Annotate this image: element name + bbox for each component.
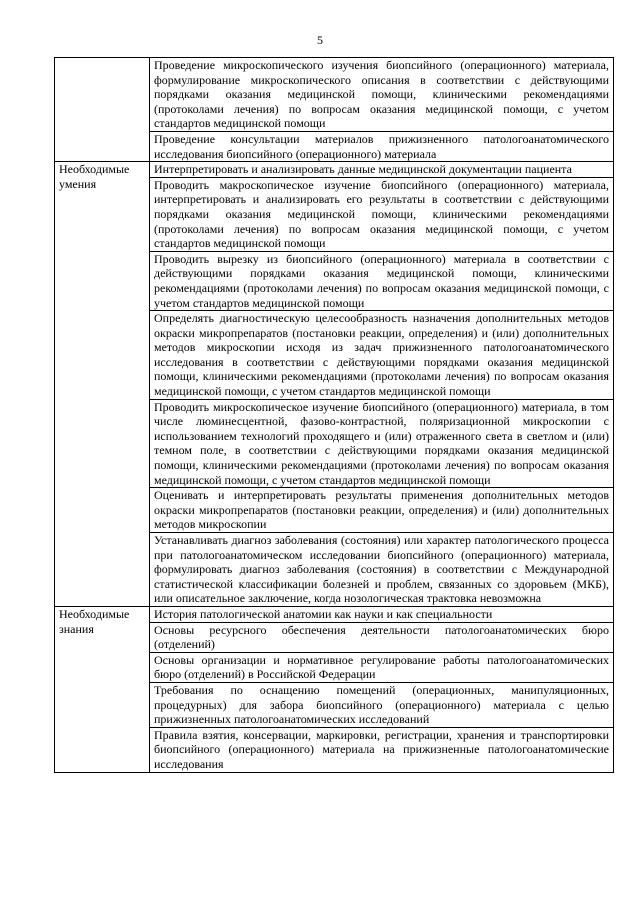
requirement-item: Проводить макроскопическое изучение биопсийного (операционного) материала, интерпретировать и анализировать его результаты в соответствии с действующими порядками оказания медицинской помощи, клиническими рекомендациями (протоколами лечения) по вопросам оказания медицинской помощи, с учетом стандартов медицинской помощи — [150, 177, 614, 251]
requirement-item: Оценивать и интерпретировать результаты применения дополнительных методов окраски микропрепаратов (постановки реакции, определения) и (или) дополнительных методов микроскопии — [150, 488, 614, 533]
page-number: 5 — [317, 33, 323, 47]
requirement-item: Правила взятия, консервации, маркировки, регистрации, хранения и транспортировки биопсийного (операционного) материала на прижизненные патологоанатомические исследования — [150, 727, 614, 772]
table-row — [55, 606, 614, 622]
section-label: Необходимые умения — [55, 162, 150, 607]
table-row — [55, 162, 614, 178]
section-label — [55, 58, 150, 162]
requirement-item: Основы организации и нормативное регулирование работы патологоанатомических бюро (отделений) в Российской Федерации — [150, 652, 614, 682]
requirement-item: Проводить вырезку из биопсийного (операционного) материала в соответствии с действующими порядками оказания медицинской помощи, клиническими рекомендациями (протоколами лечения) по вопросам оказания медицинской помощи, с учетом стандартов медицинской помощи — [150, 251, 614, 310]
competency-table — [54, 57, 614, 773]
table-row — [55, 58, 614, 132]
competency-table-body — [55, 58, 614, 773]
requirement-item: Основы ресурсного обеспечения деятельности патологоанатомических бюро (отделений) — [150, 622, 614, 652]
requirement-item: Устанавливать диагноз заболевания (состояния) или характер патологического процесса при патологоанатомическом исследовании биопсийного (операционного) материала, формулировать диагноз заболевания (состояния) в соответствии с Международной статистической классификации болезней и проблем, связанных со здоровьем (МКБ), или описательное заключение, когда нозологическая трактовка невозможна — [150, 533, 614, 607]
requirement-item: История патологической анатомии как науки и как специальности — [150, 606, 614, 622]
section-label: Необходимые знания — [55, 606, 150, 772]
requirement-item: Требования по оснащению помещений (операционных, манипуляционных, процедурных) для забора биопсийного (операционного) материала с целью прижизненных патологоанатомических исследований — [150, 682, 614, 727]
requirement-item: Проведение консультации материалов прижизненного патологоанатомического исследования биопсийного (операционного) материала — [150, 131, 614, 161]
requirement-item: Интерпретировать и анализировать данные медицинской документации пациента — [150, 162, 614, 178]
requirement-item: Проводить микроскопическое изучение биопсийного (операционного) материала, в том числе люминесцентной, фазово-контрастной, поляризационной микроскопии с использованием технологий проходящего и (или) отраженного света в светлом и (или) темном поле, в соответствии с действующими порядками оказания медицинской помощи, клиническими рекомендациями (протоколами лечения) по вопросам оказания медицинской помощи, с учетом стандартов медицинской помощи — [150, 399, 614, 488]
requirement-item: Проведение микроскопического изучения биопсийного (операционного) материала, формулирование микроскопического описания в соответствии с действующими порядками оказания медицинской помощи, клиническими рекомендациями (протоколами лечения) по вопросам оказания медицинской помощи, с учетом стандартов медицинской помощи — [150, 58, 614, 132]
requirement-item: Определять диагностическую целесообразность назначения дополнительных методов окраски микропрепаратов (постановки реакции, определения) и (или) дополнительных методов микроскопии исходя из задач прижизненного патологоанатомического исследования в соответствии с действующими порядками оказания медицинской помощи, клиническими рекомендациями (протоколами лечения) по вопросам оказания медицинской помощи, с учетом стандартов медицинской помощи — [150, 311, 614, 400]
